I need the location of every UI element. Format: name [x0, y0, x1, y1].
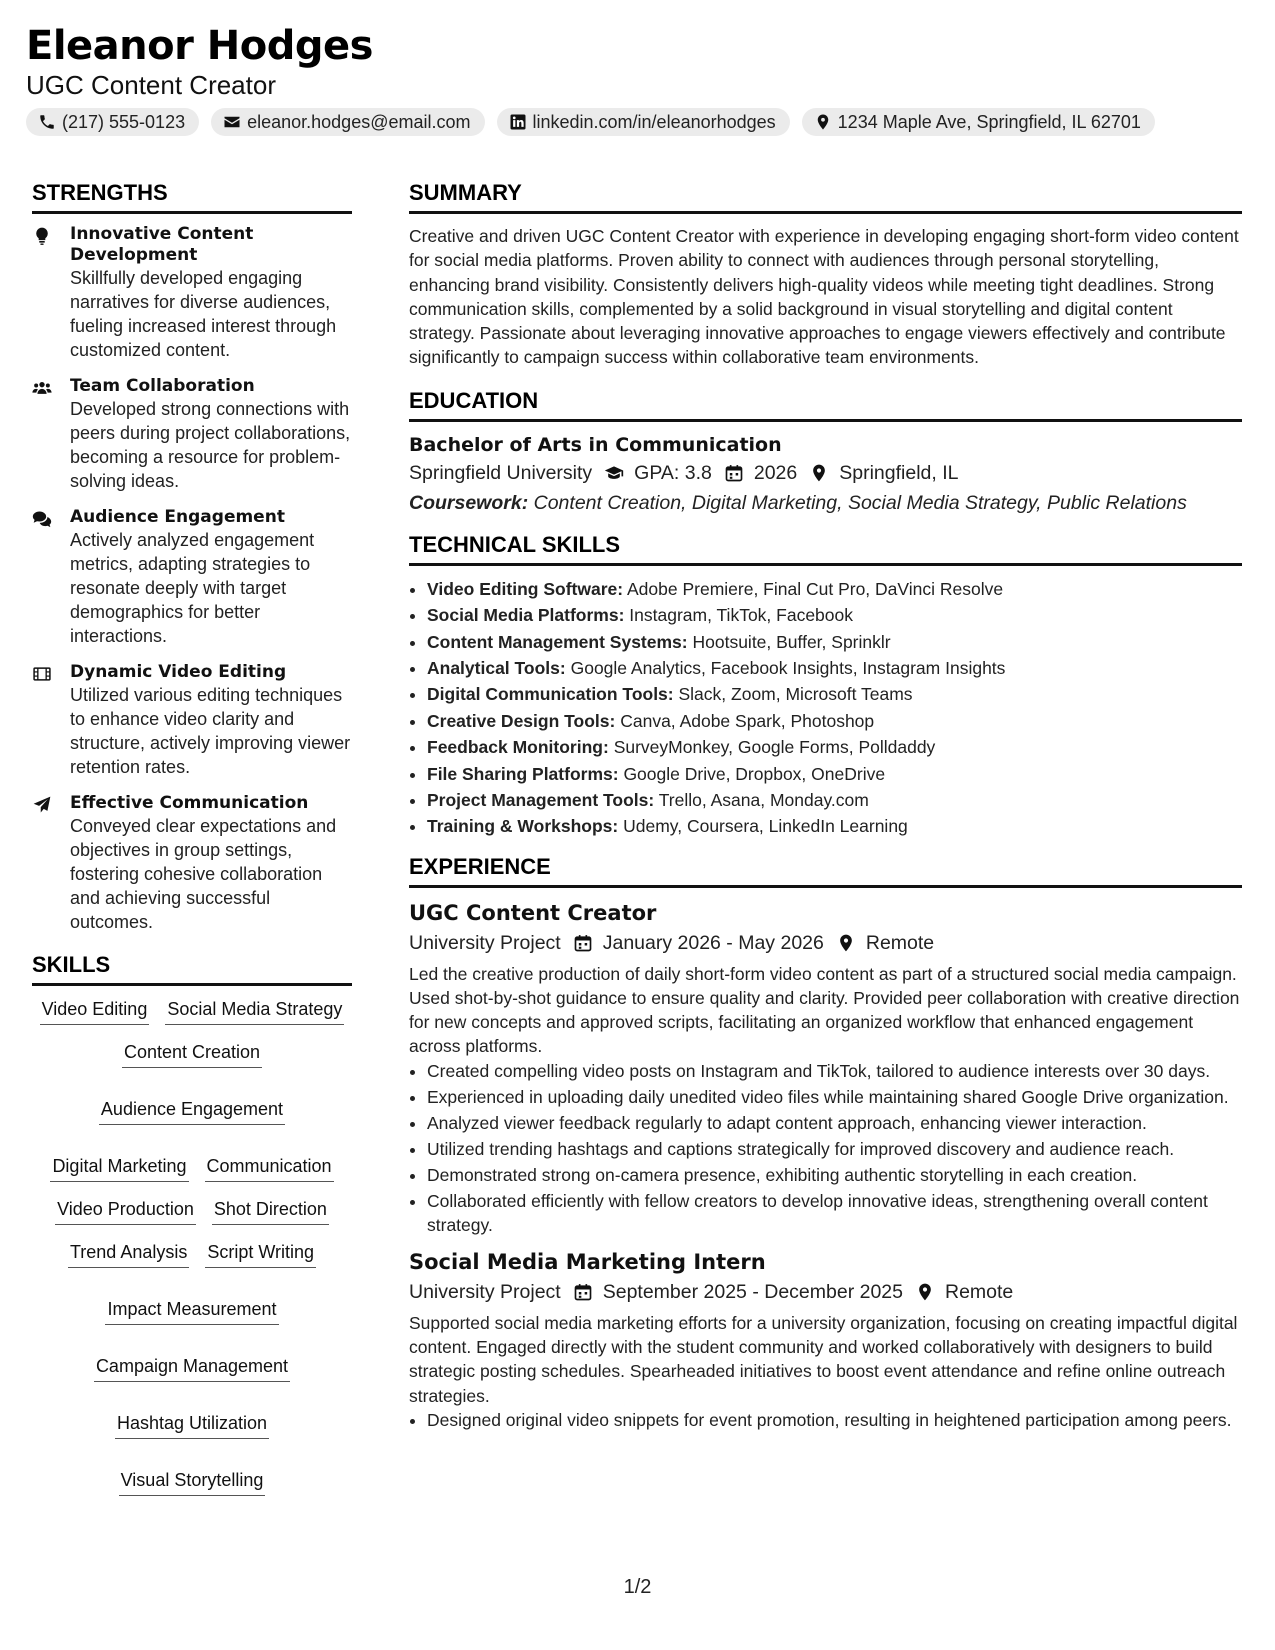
list-item: • Collaborated efficiently with fellow creators to develop innovative ideas, strengthening overall content strategy. — [427, 1189, 1242, 1237]
list-item — [427, 708, 1242, 734]
skill-tag: Campaign Management — [94, 1353, 290, 1382]
summary-text: Creative and driven UGC Content Creator with experience in developing engaging short-form video content for social media platforms. Proven ability to connect with audiences through personal storytelling, enhancing brand visibility. Consistently delivers high-quality videos while meeting tight deadlines. Strong communication skills, complemented by a solid background in visual storytelling and digital content strategy. Passionate about leveraging innovative approaches to engage viewers effectively and contribute significantly to campaign success within collaborative team environments. — [409, 226, 1239, 368]
tech-value: Udemy, Coursera, LinkedIn Learning — [623, 816, 908, 837]
list-item — [427, 813, 1242, 839]
skills-list — [32, 996, 352, 1496]
skill-tag: Video Editing — [40, 996, 150, 1025]
job-org: University Project — [409, 1281, 561, 1304]
list-item: • Utilized trending hashtags and captions strategically for improved discovery and audience reach. — [427, 1137, 1242, 1161]
skill-tag: Hashtag Utilization — [115, 1410, 269, 1439]
tech-label: Feedback Monitoring: — [427, 737, 609, 758]
phone-icon — [38, 113, 56, 131]
paper-plane-icon — [32, 795, 52, 815]
job-dates: January 2026 - May 2026 — [602, 931, 824, 954]
strength-item — [32, 793, 352, 934]
strength-item — [32, 507, 352, 648]
list-item: • Demonstrated strong on-camera presence, exhibiting authentic storytelling in each creation. — [427, 1163, 1242, 1187]
job-meta — [409, 1277, 1242, 1307]
contact-address — [802, 108, 1155, 136]
school-name: Springfield University — [409, 461, 593, 484]
map-pin-icon — [836, 933, 856, 953]
calendar-icon — [724, 463, 744, 483]
contact-linkedin-text: linkedin.com/in/eleanorhodges — [532, 112, 776, 132]
strength-desc: Conveyed clear expectations and objectives in group settings, fostering cohesive collaboration and achieving successful outcomes. — [70, 816, 337, 932]
summary-heading: SUMMARY — [409, 180, 1242, 214]
tech-value: SurveyMonkey, Google Forms, Polldaddy — [613, 737, 936, 758]
coursework — [409, 488, 1242, 518]
list-item: • Designed original video snippets for event promotion, resulting in heightened participation among peers. — [427, 1408, 1242, 1432]
tech-label: Content Management Systems: — [427, 631, 688, 652]
list-item — [427, 602, 1242, 628]
tech-value: Google Drive, Dropbox, OneDrive — [623, 763, 886, 784]
left-column — [32, 180, 352, 1496]
job-bullets — [409, 1408, 1242, 1432]
skill-tag: Impact Measurement — [105, 1296, 278, 1325]
skill-tag: Trend Analysis — [68, 1239, 189, 1268]
calendar-icon — [573, 1282, 593, 1302]
tech-label: Project Management Tools: — [427, 790, 655, 811]
strength-title: Audience Engagement — [70, 507, 285, 527]
skill-tag: Social Media Strategy — [165, 996, 344, 1025]
strength-item — [32, 662, 352, 779]
calendar-icon — [573, 933, 593, 953]
experience-entry — [409, 898, 1242, 1237]
list-item — [427, 576, 1242, 602]
tech-value: Slack, Zoom, Microsoft Teams — [678, 684, 913, 705]
job-description: Supported social media marketing efforts for a university organization, focusing on creating impactful digital content. Engaged directly with the student community and worked collaboratively with designers to build strategic posting schedules. Spearheaded initiatives to boost event attendance and refine online outreach strategies. — [409, 1313, 1238, 1406]
strength-item — [32, 224, 352, 362]
list-item — [427, 761, 1242, 787]
list-item — [427, 787, 1242, 813]
strength-title: Effective Communication — [70, 793, 309, 813]
list-item — [427, 734, 1242, 760]
map-pin-icon — [915, 1282, 935, 1302]
list-item: • Experienced in uploading daily unedited video files while maintaining shared Google Drive organization. — [427, 1085, 1242, 1109]
comments-icon — [32, 509, 52, 529]
skill-tag: Script Writing — [205, 1239, 316, 1268]
tech-label: Analytical Tools: — [427, 658, 566, 678]
strength-item — [32, 376, 352, 493]
experience-entry — [409, 1247, 1242, 1432]
candidate-name: Eleanor Hodges — [26, 23, 373, 69]
education-meta — [409, 458, 1242, 488]
graduation-cap-icon — [604, 463, 624, 483]
skill-tag: Video Production — [55, 1196, 196, 1225]
tech-value: Instagram, TikTok, Facebook — [629, 605, 854, 626]
skill-tag: Shot Direction — [212, 1196, 329, 1225]
skill-tag: Communication — [205, 1153, 334, 1182]
job-description: Led the creative production of daily short-form video content as part of a structured social media campaign. Used shot-by-shot guidance to ensure quality and clarity. Provided peer collaboration with creative direction for new concepts and approved scripts, facilitating an organized workflow that enhanced engagement across platforms. — [409, 963, 1240, 1057]
job-title: Social Media Marketing Intern — [409, 1250, 766, 1275]
map-pin-icon — [809, 463, 829, 483]
tech-label: Video Editing Software: — [427, 578, 624, 599]
resume-header — [26, 22, 1249, 136]
strength-desc: Developed strong connections with peers during project collaborations, becoming a resource for problem-solving ideas. — [70, 399, 351, 491]
school-location: Springfield, IL — [839, 461, 959, 484]
tech-value: Adobe Premiere, Final Cut Pro, DaVinci Resolve — [627, 578, 1004, 599]
list-item — [427, 629, 1242, 655]
tech-value: Hootsuite, Buffer, Sprinklr — [692, 631, 891, 652]
linkedin-icon — [509, 113, 527, 131]
technical-skills-heading: TECHNICAL SKILLS — [409, 532, 1242, 566]
tech-value: Google Analytics, Facebook Insights, Instagram Insights — [570, 658, 1006, 678]
contact-linkedin[interactable] — [497, 108, 790, 136]
coursework-label: Coursework: — [409, 491, 529, 514]
right-column — [409, 180, 1242, 1442]
film-icon — [32, 664, 52, 684]
job-meta — [409, 928, 1242, 958]
graduation-year: 2026 — [753, 461, 798, 484]
tech-value: Canva, Adobe Spark, Photoshop — [620, 710, 875, 731]
contact-phone[interactable] — [26, 108, 199, 136]
job-bullets — [409, 1059, 1242, 1237]
tech-label: File Sharing Platforms: — [427, 763, 619, 784]
skill-tag: Digital Marketing — [50, 1153, 188, 1182]
experience-heading: EXPERIENCE — [409, 854, 1242, 888]
job-location: Remote — [944, 1281, 1014, 1304]
job-dates: September 2025 - December 2025 — [602, 1281, 903, 1304]
list-item: • Created compelling video posts on Instagram and TikTok, tailored to audience interests over 30 days. — [427, 1059, 1242, 1083]
technical-skills-list — [409, 576, 1242, 840]
tech-label: Digital Communication Tools: — [427, 684, 674, 705]
strength-desc: Actively analyzed engagement metrics, adapting strategies to resonate deeply with target demographics for better interactions. — [70, 530, 315, 646]
contact-bar — [26, 108, 1249, 136]
page-number: 1/2 — [623, 1576, 652, 1598]
job-location: Remote — [865, 931, 935, 954]
tech-label: Social Media Platforms: — [427, 605, 625, 626]
list-item — [427, 681, 1242, 707]
skills-heading: SKILLS — [32, 952, 352, 986]
strength-title: Innovative Content Development — [70, 224, 254, 265]
users-icon — [32, 378, 52, 398]
tech-label: Training & Workshops: — [427, 816, 619, 837]
strength-desc: Utilized various editing techniques to enhance video clarity and structure, actively improving viewer retention rates. — [70, 685, 351, 777]
map-pin-icon — [814, 113, 832, 131]
job-org: University Project — [409, 931, 561, 954]
strengths-heading: STRENGTHS — [32, 180, 352, 214]
contact-address-text: 1234 Maple Ave, Springfield, IL 62701 — [837, 112, 1141, 132]
skill-tag: Content Creation — [122, 1039, 262, 1068]
tech-value: Trello, Asana, Monday.com — [658, 790, 869, 811]
list-item — [427, 655, 1242, 681]
strength-desc: Skillfully developed engaging narratives for diverse audiences, fueling increased interest through customized content. — [70, 268, 337, 360]
gpa: GPA: 3.8 — [634, 461, 712, 484]
lightbulb-icon — [32, 226, 52, 246]
coursework-list: Content Creation, Digital Marketing, Social Media Strategy, Public Relations — [533, 491, 1187, 514]
strength-title: Dynamic Video Editing — [70, 662, 287, 682]
contact-email[interactable] — [211, 108, 484, 136]
tech-label: Creative Design Tools: — [427, 710, 616, 731]
contact-phone-text: (217) 555-0123 — [62, 112, 186, 132]
skill-tag: Audience Engagement — [99, 1096, 285, 1125]
envelope-icon — [223, 113, 241, 131]
degree-title: Bachelor of Arts in Communication — [409, 433, 782, 456]
strength-title: Team Collaboration — [70, 376, 255, 396]
job-title: UGC Content Creator — [409, 900, 657, 925]
contact-email-text: eleanor.hodges@email.com — [247, 112, 471, 132]
list-item: • Analyzed viewer feedback regularly to adapt content approach, enhancing viewer interaction. — [427, 1111, 1242, 1135]
candidate-title: UGC Content Creator — [26, 70, 276, 100]
skill-tag: Visual Storytelling — [119, 1467, 266, 1496]
education-heading: EDUCATION — [409, 388, 1242, 422]
